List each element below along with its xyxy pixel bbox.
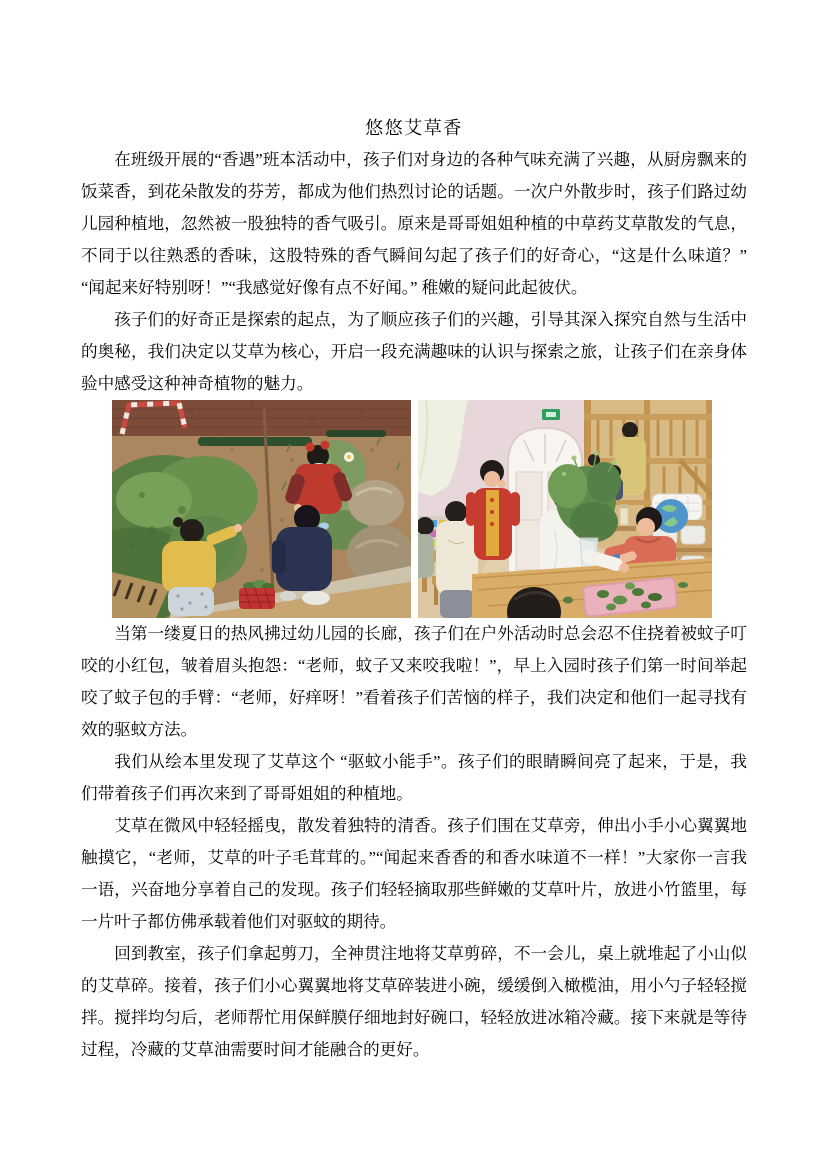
- paragraph: 回到教室，孩子们拿起剪刀，全神贯注地将艾草剪碎，不一会儿，桌上就堆起了小山似的艾草碎。接着，孩子们小心翼翼地将艾草碎装进小碗，缓缓倒入橄榄油，用小勺子轻轻搅拌。搅拌均匀后，老师帮忙用保鲜膜仔细地封好碗口，轻轻放进冰箱冷藏。接下来就是等待过程，冷藏的艾草油需要时间才能融合的更好。: [81, 944, 747, 1059]
- paragraph: 孩子们的好奇正是探索的起点，为了顺应孩子们的兴趣，引导其深入探究自然与生活中的奥秘，我们决定以艾草为核心，开启一段充满趣味的认识与探索之旅，让孩子们在亲身体验中感受这种神奇植物的魅力。: [81, 310, 747, 393]
- photo-row: [112, 400, 747, 618]
- paragraph: 我们从绘本里发现了艾草这个 “驱蚊小能手”。孩子们的眼睛瞬间亮了起来，于是，我们带着孩子们再次来到了哥哥姐姐的种植地。: [81, 752, 747, 803]
- paragraph: 在班级开展的“香遇”班本活动中，孩子们对身边的各种气味充满了兴趣，从厨房飘来的饭菜香，到花朵散发的芬芳，都成为他们热烈讨论的话题。一次户外散步时，孩子们路过幼儿园种植地，忽然被一股独特的香气吸引。原来是哥哥姐姐种植的中草药艾草散发的气息，不同于以往熟悉的香味，这股特殊的香气瞬间勾起了孩子们的好奇心，“这是什么味道？”“闻起来好特别呀！”“我感觉好像有点不好闻。” 稚嫩的疑问此起彼伏。: [81, 150, 747, 297]
- garden-photo: [112, 400, 411, 618]
- paragraph: 当第一缕夏日的热风拂过幼儿园的长廊，孩子们在户外活动时总会忍不住挠着被蚊子叮咬的小红包，皱着眉头抱怨：“老师，蚊子又来咬我啦！”，早上入园时孩子们第一时间举起咬了蚊子包的手臂：“老师，好痒呀！”看着孩子们苦恼的样子，我们决定和他们一起寻找有效的驱蚊方法。: [81, 624, 747, 739]
- page-title: 悠悠艾草香: [365, 118, 463, 138]
- paragraph: 艾草在微风中轻轻摇曳，散发着独特的清香。孩子们围在艾草旁，伸出小手小心翼翼地触摸它，“老师，艾草的叶子毛茸茸的。”“闻起来香香的和香水味道不一样！”大家你一言我一语，兴奋地分享着自己的发现。孩子们轻轻摘取那些鲜嫩的艾草叶片，放进小竹篮里，每一片叶子都仿佛承载着他们对驱蚊的期待。: [81, 816, 747, 931]
- classroom-photo: [418, 400, 712, 618]
